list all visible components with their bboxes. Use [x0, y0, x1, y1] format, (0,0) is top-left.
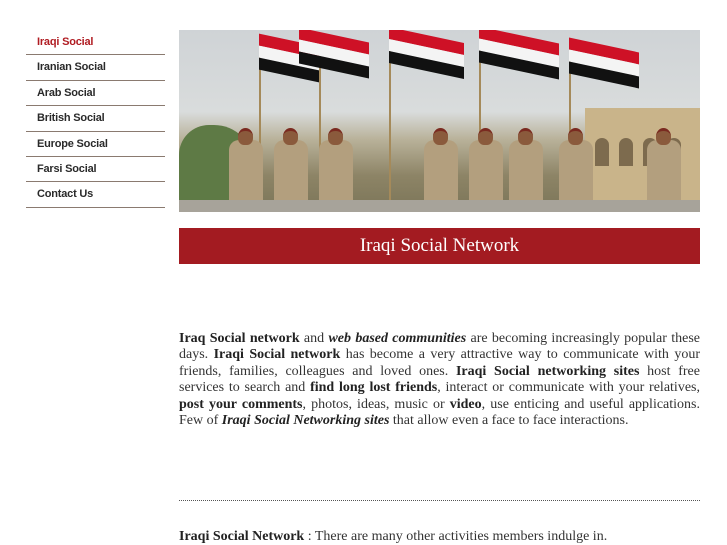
nav-item-farsi-social[interactable]: Farsi Social — [26, 157, 165, 182]
page-title-banner: Iraqi Social Network — [179, 228, 700, 264]
keyword: Iraq Social network — [179, 331, 300, 346]
keyword: Iraqi Social Networking sites — [221, 413, 390, 429]
text: , interact or communicate with your relatives, — [437, 380, 700, 396]
iraqi-flag-icon — [569, 38, 639, 89]
text: that allow even a face to face interactions. — [389, 413, 629, 429]
nav-item-iranian-social[interactable]: Iranian Social — [26, 55, 165, 80]
iraqi-flag-icon — [479, 30, 559, 80]
keyword: Iraqi Social Network — [179, 529, 305, 544]
keyword: post your comments — [179, 396, 303, 412]
nav-item-europe-social[interactable]: Europe Social — [26, 132, 165, 157]
nav-item-iraqi-social[interactable]: Iraqi Social — [26, 30, 165, 55]
keyword: video — [449, 396, 482, 412]
hero-ground — [179, 200, 700, 212]
text: has become a very attractive way to communicate with your friends, families, colleagues and loved ones. — [179, 347, 700, 379]
keyword: Iraqi Social network — [213, 347, 341, 363]
text: , use enticing and useful applications. Few of — [179, 396, 700, 429]
iraqi-flag-icon — [389, 30, 464, 79]
keyword: find long lost friends — [310, 380, 438, 396]
text: , photos, ideas, music or — [302, 396, 450, 412]
keyword: web based communities — [328, 331, 467, 346]
nav-item-arab-social[interactable]: Arab Social — [26, 81, 165, 106]
hero-image — [179, 30, 700, 212]
sidebar-nav — [26, 30, 165, 208]
keyword: Iraqi Social networking sites — [455, 363, 640, 379]
text: host free services to search and — [179, 363, 700, 396]
nav-item-british-social[interactable]: British Social — [26, 106, 165, 131]
second-paragraph — [179, 529, 700, 545]
intro-paragraph — [179, 331, 700, 429]
dotted-divider — [179, 500, 700, 501]
text: : There are many other activities members indulge in. — [304, 529, 608, 544]
text: and — [299, 331, 329, 346]
nav-item-contact-us[interactable]: Contact Us — [26, 182, 165, 207]
text: are becoming increasingly popular these days. — [179, 331, 701, 363]
hero-building — [585, 108, 700, 212]
